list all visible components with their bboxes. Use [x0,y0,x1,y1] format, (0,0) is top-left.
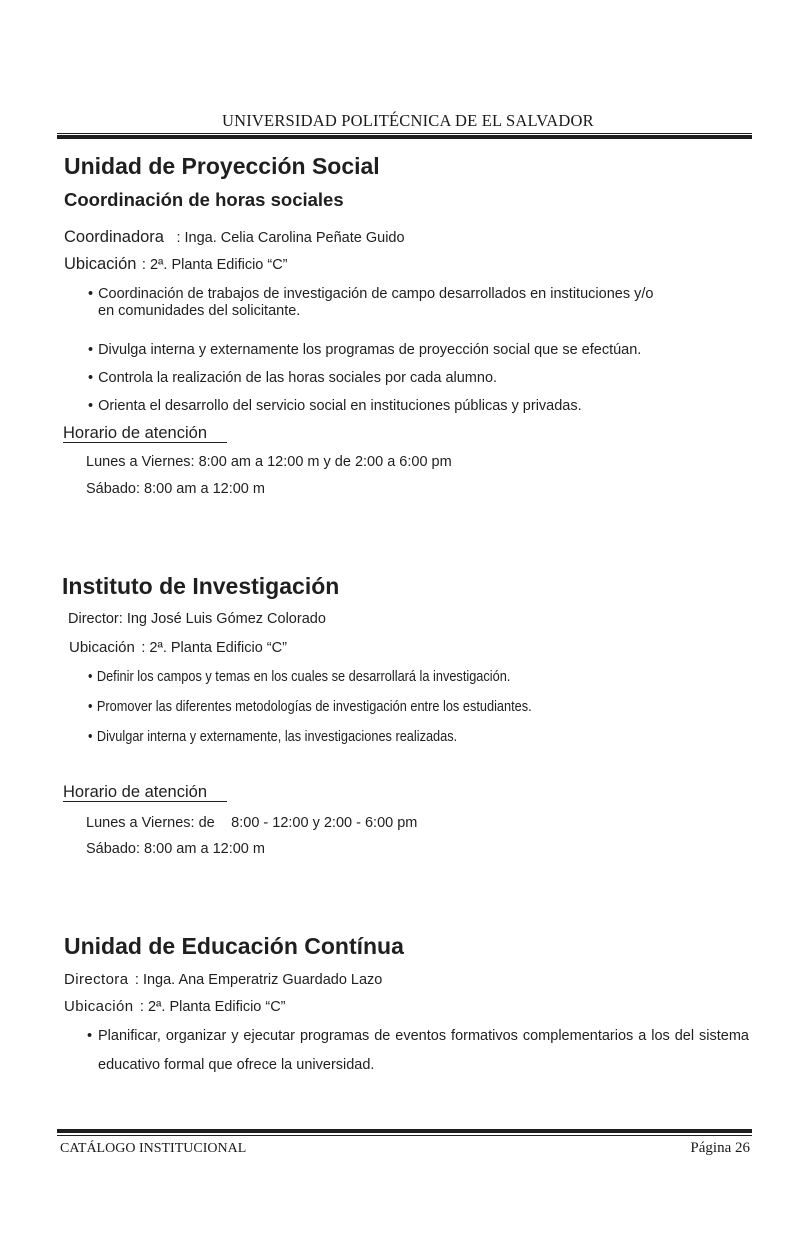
coordinator-line [64,228,405,247]
location-line [69,639,287,657]
section-subtitle-horas-sociales: Coordinación de horas sociales [64,189,344,210]
footer-rule-thick [57,1129,752,1133]
director-value: : Inga. Ana Emperatriz Guardado Lazo [134,972,383,988]
director-line [64,971,382,989]
schedule-heading: Horario de atención [63,424,227,443]
schedule-weekday: Lunes a Viernes: 8:00 am a 12:00 m y de 2:00 a 6:00 pm [86,454,452,470]
header-title: UNIVERSIDAD POLITÉCNICA DE EL SALVADOR [222,111,594,130]
coordinator-label: Coordinadora [64,228,164,246]
coordinator-value: : Inga. Celia Carolina Peñate Guido [176,230,405,246]
location-value: : 2ª. Planta Edificio “C” [139,999,286,1015]
footer-rule-thin [57,1135,752,1136]
footer-catalog-label: CATÁLOGO INSTITUCIONAL [60,1141,247,1156]
schedule-weekday [86,814,417,832]
list-item-text: Planificar, organizar y ejecutar programas de eventos formativos complementarios a los del sistema educativo formal que ofrece la universidad. [98,1028,749,1073]
list-item-continuation: en comunidades del solicitante. [98,303,301,319]
schedule-saturday: Sábado: 8:00 am a 12:00 m [86,481,265,497]
location-line [64,998,286,1016]
location-label: Ubicación [64,998,134,1015]
list-item: • Orienta el desarrollo del servicio social en instituciones públicas y privadas. [88,398,582,414]
schedule-saturday: Sábado: 8:00 am a 12:00 m [86,841,265,857]
section-title-proyeccion-social: Unidad de Proyección Social [64,153,380,179]
list-item [87,1022,749,1080]
location-value: : 2ª. Planta Edificio “C” [141,640,287,656]
footer-page-number: Página 26 [690,1140,750,1156]
header-rule-thick [57,135,752,139]
list-item: • Divulga interna y externamente los programas de proyección social que se efectúan. [88,342,641,358]
schedule-heading: Horario de atención [63,783,227,802]
list-item: • Promover las diferentes metodologías de investigación entre los estudiantes. [88,699,532,715]
location-value: : 2ª. Planta Edificio “C” [141,257,288,273]
header-rule-thin [57,133,752,134]
section-title-investigacion: Instituto de Investigación [62,573,340,599]
location-line [64,255,288,274]
section-title-educacion-continua: Unidad de Educación Contínua [64,933,404,959]
schedule-weekday-value: 8:00 - 12:00 y 2:00 - 6:00 pm [231,815,418,831]
list-item: • Coordinación de trabajos de investigación de campo desarrollados en instituciones y/o [88,286,653,302]
bullet-dot: • [87,1028,93,1044]
list-item: • Definir los campos y temas en los cuales se desarrollará la investigación. [88,669,510,685]
list-item: • Controla la realización de las horas sociales por cada alumno. [88,370,497,386]
location-label: Ubicación [69,639,135,656]
schedule-weekday-label: Lunes a Viernes: de [86,815,215,831]
director-label: Directora [64,971,129,988]
list-item: • Divulgar interna y externamente, las investigaciones realizadas. [88,729,457,745]
location-label: Ubicación [64,255,137,273]
director-line: Director: Ing José Luis Gómez Colorado [68,611,326,627]
